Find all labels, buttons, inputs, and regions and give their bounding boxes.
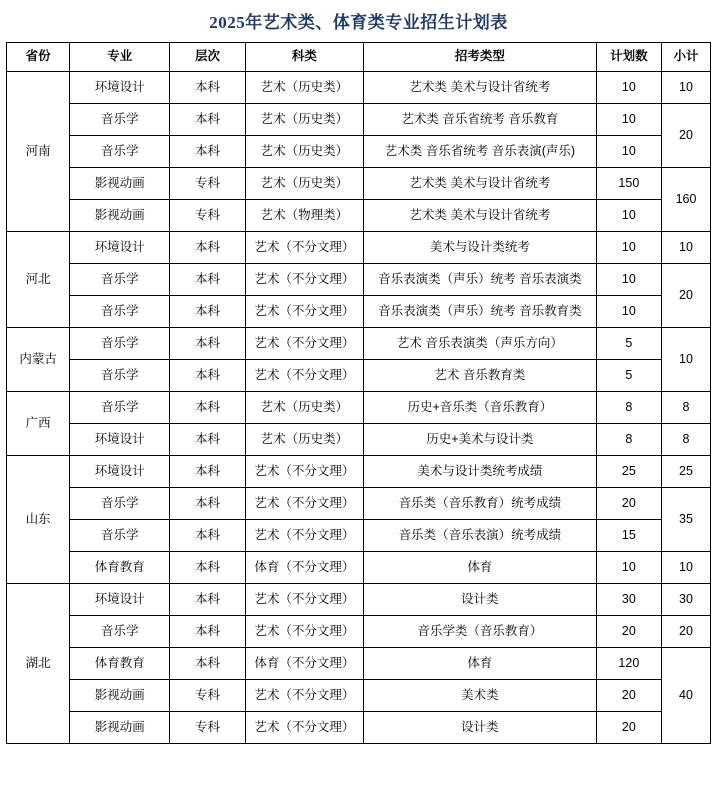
cell-plan-count: 20 bbox=[596, 680, 661, 712]
table-row bbox=[7, 360, 711, 392]
cell-subtotal: 8 bbox=[662, 424, 711, 456]
cell-exam-type: 设计类 bbox=[364, 584, 597, 616]
cell-subtotal: 20 bbox=[662, 264, 711, 328]
cell-major: 体育教育 bbox=[70, 648, 170, 680]
cell-category: 艺术（历史类） bbox=[245, 104, 363, 136]
table-row bbox=[7, 136, 711, 168]
cell-exam-type: 音乐表演类（声乐）统考 音乐表演类 bbox=[364, 264, 597, 296]
cell-category: 艺术（不分文理） bbox=[245, 328, 363, 360]
cell-level: 本科 bbox=[170, 584, 246, 616]
cell-exam-type: 历史+音乐类（音乐教育） bbox=[364, 392, 597, 424]
cell-province: 河北 bbox=[7, 232, 70, 328]
cell-plan-count: 5 bbox=[596, 360, 661, 392]
cell-category: 艺术（历史类） bbox=[245, 168, 363, 200]
cell-level: 本科 bbox=[170, 424, 246, 456]
cell-major: 环境设计 bbox=[70, 424, 170, 456]
cell-major: 音乐学 bbox=[70, 296, 170, 328]
cell-major: 体育教育 bbox=[70, 552, 170, 584]
cell-plan-count: 8 bbox=[596, 424, 661, 456]
cell-subtotal: 10 bbox=[662, 72, 711, 104]
cell-level: 本科 bbox=[170, 648, 246, 680]
cell-subtotal: 35 bbox=[662, 488, 711, 552]
cell-category: 体育（不分文理） bbox=[245, 552, 363, 584]
cell-plan-count: 10 bbox=[596, 72, 661, 104]
table-row bbox=[7, 584, 711, 616]
cell-subtotal: 20 bbox=[662, 104, 711, 168]
cell-level: 本科 bbox=[170, 264, 246, 296]
table-row bbox=[7, 328, 711, 360]
cell-category: 艺术（不分文理） bbox=[245, 456, 363, 488]
cell-exam-type: 音乐表演类（声乐）统考 音乐教育类 bbox=[364, 296, 597, 328]
cell-major: 环境设计 bbox=[70, 456, 170, 488]
cell-plan-count: 10 bbox=[596, 232, 661, 264]
cell-level: 本科 bbox=[170, 552, 246, 584]
table-row bbox=[7, 488, 711, 520]
cell-category: 艺术（历史类） bbox=[245, 424, 363, 456]
cell-subtotal: 20 bbox=[662, 616, 711, 648]
cell-subtotal: 40 bbox=[662, 648, 711, 744]
cell-major: 音乐学 bbox=[70, 520, 170, 552]
table-header-row bbox=[7, 43, 711, 72]
cell-category: 艺术（不分文理） bbox=[245, 360, 363, 392]
table-row bbox=[7, 648, 711, 680]
cell-major: 音乐学 bbox=[70, 104, 170, 136]
cell-category: 艺术（历史类） bbox=[245, 392, 363, 424]
cell-exam-type: 历史+美术与设计类 bbox=[364, 424, 597, 456]
table-row bbox=[7, 392, 711, 424]
cell-subtotal: 10 bbox=[662, 328, 711, 392]
cell-major: 音乐学 bbox=[70, 360, 170, 392]
cell-major: 影视动画 bbox=[70, 712, 170, 744]
cell-exam-type: 美术与设计类统考成绩 bbox=[364, 456, 597, 488]
cell-category: 艺术（历史类） bbox=[245, 72, 363, 104]
cell-plan-count: 10 bbox=[596, 200, 661, 232]
cell-major: 环境设计 bbox=[70, 72, 170, 104]
cell-plan-count: 5 bbox=[596, 328, 661, 360]
cell-exam-type: 艺术 音乐表演类（声乐方向） bbox=[364, 328, 597, 360]
cell-province: 广西 bbox=[7, 392, 70, 456]
cell-level: 本科 bbox=[170, 392, 246, 424]
cell-exam-type: 美术与设计类统考 bbox=[364, 232, 597, 264]
column-header-exam-type: 招考类型 bbox=[364, 43, 597, 72]
cell-plan-count: 8 bbox=[596, 392, 661, 424]
cell-major: 音乐学 bbox=[70, 488, 170, 520]
cell-category: 艺术（不分文理） bbox=[245, 616, 363, 648]
cell-category: 艺术（不分文理） bbox=[245, 680, 363, 712]
cell-subtotal: 10 bbox=[662, 232, 711, 264]
cell-level: 本科 bbox=[170, 328, 246, 360]
cell-level: 本科 bbox=[170, 360, 246, 392]
cell-level: 专科 bbox=[170, 680, 246, 712]
cell-exam-type: 艺术类 美术与设计省统考 bbox=[364, 168, 597, 200]
cell-category: 艺术（不分文理） bbox=[245, 488, 363, 520]
cell-subtotal: 25 bbox=[662, 456, 711, 488]
cell-plan-count: 15 bbox=[596, 520, 661, 552]
cell-plan-count: 10 bbox=[596, 136, 661, 168]
cell-major: 环境设计 bbox=[70, 584, 170, 616]
cell-plan-count: 10 bbox=[596, 264, 661, 296]
cell-exam-type: 音乐类（音乐教育）统考成绩 bbox=[364, 488, 597, 520]
cell-plan-count: 30 bbox=[596, 584, 661, 616]
cell-level: 本科 bbox=[170, 488, 246, 520]
cell-province: 山东 bbox=[7, 456, 70, 584]
cell-subtotal: 30 bbox=[662, 584, 711, 616]
table-row bbox=[7, 232, 711, 264]
cell-plan-count: 150 bbox=[596, 168, 661, 200]
cell-major: 影视动画 bbox=[70, 200, 170, 232]
cell-major: 环境设计 bbox=[70, 232, 170, 264]
cell-exam-type: 设计类 bbox=[364, 712, 597, 744]
cell-plan-count: 10 bbox=[596, 552, 661, 584]
cell-category: 艺术（历史类） bbox=[245, 136, 363, 168]
cell-category: 艺术（物理类） bbox=[245, 200, 363, 232]
cell-plan-count: 20 bbox=[596, 712, 661, 744]
cell-plan-count: 20 bbox=[596, 488, 661, 520]
table-row bbox=[7, 424, 711, 456]
cell-province: 内蒙古 bbox=[7, 328, 70, 392]
cell-level: 本科 bbox=[170, 72, 246, 104]
table-row bbox=[7, 264, 711, 296]
cell-exam-type: 体育 bbox=[364, 552, 597, 584]
column-header-province: 省份 bbox=[7, 43, 70, 72]
cell-category: 艺术（不分文理） bbox=[245, 584, 363, 616]
cell-exam-type: 艺术 音乐教育类 bbox=[364, 360, 597, 392]
cell-exam-type: 艺术类 音乐省统考 音乐表演(声乐) bbox=[364, 136, 597, 168]
cell-category: 艺术（不分文理） bbox=[245, 712, 363, 744]
table-row bbox=[7, 520, 711, 552]
cell-plan-count: 20 bbox=[596, 616, 661, 648]
cell-category: 艺术（不分文理） bbox=[245, 520, 363, 552]
cell-exam-type: 艺术类 美术与设计省统考 bbox=[364, 72, 597, 104]
cell-exam-type: 音乐学类（音乐教育） bbox=[364, 616, 597, 648]
cell-level: 本科 bbox=[170, 456, 246, 488]
cell-category: 艺术（不分文理） bbox=[245, 264, 363, 296]
table-body bbox=[7, 72, 711, 744]
cell-subtotal: 10 bbox=[662, 552, 711, 584]
table-row bbox=[7, 72, 711, 104]
column-header-subtotal: 小计 bbox=[662, 43, 711, 72]
admission-plan-table bbox=[6, 42, 711, 744]
cell-province: 湖北 bbox=[7, 584, 70, 744]
cell-major: 音乐学 bbox=[70, 136, 170, 168]
cell-exam-type: 艺术类 美术与设计省统考 bbox=[364, 200, 597, 232]
cell-level: 本科 bbox=[170, 296, 246, 328]
cell-plan-count: 10 bbox=[596, 296, 661, 328]
table-row bbox=[7, 200, 711, 232]
cell-exam-type: 音乐类（音乐表演）统考成绩 bbox=[364, 520, 597, 552]
table-row bbox=[7, 552, 711, 584]
cell-major: 影视动画 bbox=[70, 168, 170, 200]
cell-category: 艺术（不分文理） bbox=[245, 232, 363, 264]
cell-exam-type: 体育 bbox=[364, 648, 597, 680]
cell-level: 本科 bbox=[170, 616, 246, 648]
table-row bbox=[7, 456, 711, 488]
column-header-category: 科类 bbox=[245, 43, 363, 72]
cell-major: 音乐学 bbox=[70, 616, 170, 648]
cell-level: 本科 bbox=[170, 136, 246, 168]
cell-plan-count: 120 bbox=[596, 648, 661, 680]
cell-level: 专科 bbox=[170, 712, 246, 744]
cell-subtotal: 160 bbox=[662, 168, 711, 232]
cell-level: 本科 bbox=[170, 520, 246, 552]
cell-exam-type: 艺术类 音乐省统考 音乐教育 bbox=[364, 104, 597, 136]
column-header-major: 专业 bbox=[70, 43, 170, 72]
cell-major: 影视动画 bbox=[70, 680, 170, 712]
cell-major: 音乐学 bbox=[70, 392, 170, 424]
table-row bbox=[7, 680, 711, 712]
cell-major: 音乐学 bbox=[70, 328, 170, 360]
table-row bbox=[7, 168, 711, 200]
cell-province: 河南 bbox=[7, 72, 70, 232]
cell-exam-type: 美术类 bbox=[364, 680, 597, 712]
cell-category: 艺术（不分文理） bbox=[245, 296, 363, 328]
table-row bbox=[7, 104, 711, 136]
cell-subtotal: 8 bbox=[662, 392, 711, 424]
cell-plan-count: 10 bbox=[596, 104, 661, 136]
cell-category: 体育（不分文理） bbox=[245, 648, 363, 680]
cell-major: 音乐学 bbox=[70, 264, 170, 296]
cell-level: 专科 bbox=[170, 200, 246, 232]
column-header-level: 层次 bbox=[170, 43, 246, 72]
table-row bbox=[7, 296, 711, 328]
table-row bbox=[7, 712, 711, 744]
page-title: 2025年艺术类、体育类专业招生计划表 bbox=[209, 13, 508, 32]
table-row bbox=[7, 616, 711, 648]
cell-level: 专科 bbox=[170, 168, 246, 200]
cell-level: 本科 bbox=[170, 232, 246, 264]
cell-plan-count: 25 bbox=[596, 456, 661, 488]
column-header-plan-count: 计划数 bbox=[596, 43, 661, 72]
cell-level: 本科 bbox=[170, 104, 246, 136]
